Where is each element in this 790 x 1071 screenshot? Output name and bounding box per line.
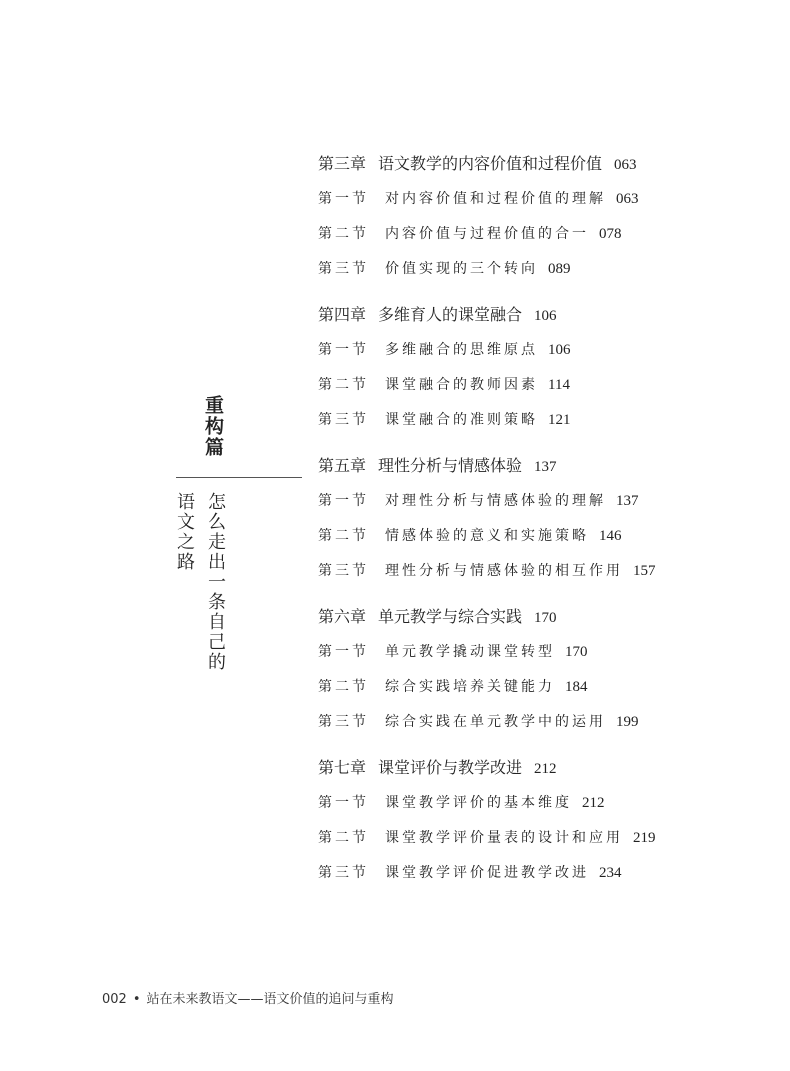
chapter-title: 理性分析与情感体验 — [378, 456, 523, 475]
part-title: 重构篇 — [202, 395, 224, 458]
section-number: 第二节 — [318, 528, 369, 544]
chapter-title: 语文教学的内容价值和过程价值 — [378, 154, 603, 173]
chapter-number: 第七章 — [318, 758, 367, 777]
section-entry[interactable] — [318, 824, 738, 852]
chapter-page: 063 — [614, 157, 637, 173]
section-page: 063 — [616, 191, 639, 207]
section-title: 综合实践培养关键能力 — [385, 679, 555, 695]
chapter-heading[interactable] — [318, 754, 738, 782]
section-entry[interactable] — [318, 406, 738, 434]
chapter-page: 170 — [534, 610, 557, 626]
part-subtitle-line-2: 语文之路 — [174, 492, 195, 572]
chapter-heading[interactable] — [318, 150, 738, 178]
section-page: 146 — [599, 528, 622, 544]
section-page: 137 — [616, 493, 639, 509]
section-title: 多维融合的思维原点 — [385, 342, 538, 358]
section-title: 课堂融合的教师因素 — [385, 377, 538, 393]
section-number: 第三节 — [318, 714, 369, 730]
section-title: 对理性分析与情感体验的理解 — [385, 493, 606, 509]
chapter-heading[interactable] — [318, 603, 738, 631]
section-title: 情感体验的意义和实施策略 — [385, 528, 589, 544]
section-entry[interactable] — [318, 859, 738, 887]
footer-page-number: 002 — [102, 992, 127, 1007]
section-entry[interactable] — [318, 255, 738, 283]
footer-separator: • — [132, 992, 141, 1007]
chapter-title: 多维育人的课堂融合 — [378, 305, 523, 324]
chapter-6 — [318, 603, 738, 736]
section-number: 第二节 — [318, 830, 369, 846]
section-entry[interactable] — [318, 522, 738, 550]
section-page: 199 — [616, 714, 639, 730]
chapter-heading[interactable] — [318, 452, 738, 480]
section-number: 第三节 — [318, 261, 369, 277]
section-page: 219 — [633, 830, 656, 846]
section-title: 对内容价值和过程价值的理解 — [385, 191, 606, 207]
section-page: 106 — [548, 342, 571, 358]
section-title: 课堂教学评价促进教学改进 — [385, 865, 589, 881]
chapter-number: 第五章 — [318, 456, 367, 475]
chapter-page: 137 — [534, 459, 557, 475]
section-page: 170 — [565, 644, 588, 660]
section-title: 单元教学撬动课堂转型 — [385, 644, 555, 660]
chapter-7 — [318, 754, 738, 887]
section-entry[interactable] — [318, 336, 738, 364]
section-number: 第三节 — [318, 412, 369, 428]
footer-book-title: 站在未来教语文——语文价值的追问与重构 — [146, 992, 394, 1007]
section-page: 114 — [548, 377, 570, 393]
section-number: 第一节 — [318, 795, 369, 811]
section-entry[interactable] — [318, 708, 738, 736]
page-footer — [102, 988, 394, 1007]
section-title: 课堂教学评价量表的设计和应用 — [385, 830, 623, 846]
section-title: 课堂教学评价的基本维度 — [385, 795, 572, 811]
section-page: 078 — [599, 226, 622, 242]
section-number: 第二节 — [318, 377, 369, 393]
section-page: 089 — [548, 261, 571, 277]
section-entry[interactable] — [318, 638, 738, 666]
chapter-page: 106 — [534, 308, 557, 324]
section-page: 234 — [599, 865, 622, 881]
section-title: 理性分析与情感体验的相互作用 — [385, 563, 623, 579]
chapter-number: 第四章 — [318, 305, 367, 324]
table-of-contents — [318, 150, 738, 905]
section-number: 第二节 — [318, 226, 369, 242]
section-number: 第一节 — [318, 342, 369, 358]
section-entry[interactable] — [318, 487, 738, 515]
section-entry[interactable] — [318, 220, 738, 248]
section-page: 184 — [565, 679, 588, 695]
chapter-title: 课堂评价与教学改进 — [378, 758, 523, 777]
section-entry[interactable] — [318, 185, 738, 213]
section-title: 课堂融合的准则策略 — [385, 412, 538, 428]
chapter-3 — [318, 150, 738, 283]
chapter-heading[interactable] — [318, 301, 738, 329]
section-number: 第三节 — [318, 865, 369, 881]
section-title: 价值实现的三个转向 — [385, 261, 538, 277]
section-page: 157 — [633, 563, 656, 579]
chapter-number: 第六章 — [318, 607, 367, 626]
section-entry[interactable] — [318, 557, 738, 585]
section-entry[interactable] — [318, 789, 738, 817]
chapter-4 — [318, 301, 738, 434]
section-number: 第一节 — [318, 493, 369, 509]
chapter-page: 212 — [534, 761, 557, 777]
chapter-5 — [318, 452, 738, 585]
section-page: 212 — [582, 795, 605, 811]
section-title: 综合实践在单元教学中的运用 — [385, 714, 606, 730]
section-entry[interactable] — [318, 673, 738, 701]
section-number: 第二节 — [318, 679, 369, 695]
part-subtitle-line-1: 怎么走出一条自己的 — [205, 492, 226, 672]
section-entry[interactable] — [318, 371, 738, 399]
section-number: 第一节 — [318, 644, 369, 660]
section-title: 内容价值与过程价值的合一 — [385, 226, 589, 242]
part-divider — [176, 477, 302, 478]
section-page: 121 — [548, 412, 571, 428]
chapter-title: 单元教学与综合实践 — [378, 607, 523, 626]
section-number: 第三节 — [318, 563, 369, 579]
chapter-number: 第三章 — [318, 154, 367, 173]
section-number: 第一节 — [318, 191, 369, 207]
